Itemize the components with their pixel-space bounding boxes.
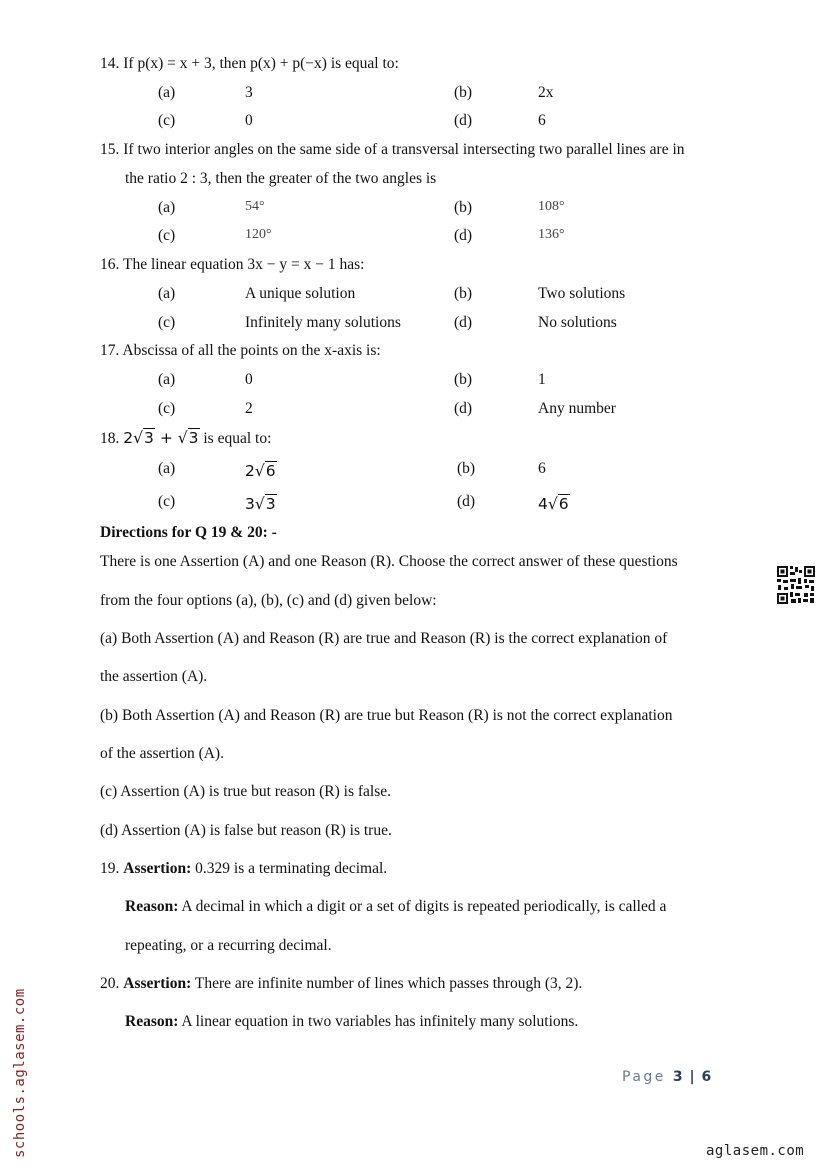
q18-option-c-value — [245, 495, 277, 513]
q15-option-c-label: (c) — [158, 227, 176, 244]
directions-option-a-1: (a) Both Assertion (A) and Reason (R) are true and Reason (R) is the correct explanation of — [100, 630, 668, 647]
q14-option-c-label: (c) — [158, 112, 176, 129]
q16-option-b-value: Two solutions — [538, 285, 626, 302]
directions-option-b-1: (b) Both Assertion (A) and Reason (R) are true but Reason (R) is not the correct explanation — [100, 707, 673, 724]
directions-option-c: (c) Assertion (A) is true but reason (R) is false. — [100, 783, 391, 800]
question-20-reason — [125, 1013, 578, 1031]
sqrt-symbol: √ — [133, 429, 144, 447]
q17-option-c-label: (c) — [158, 400, 176, 417]
q15-option-a-value: 54° — [245, 199, 265, 214]
q17-option-c-value: 2 — [245, 400, 253, 417]
q15-option-c-value: 120° — [245, 227, 272, 242]
question-17-text: 17. Abscissa of all the points on the x-axis is: — [100, 342, 381, 359]
q18-option-a-value — [245, 462, 277, 480]
sqrt-symbol: √ — [254, 495, 265, 513]
page-word: Page — [622, 1069, 666, 1085]
q18-option-c-label: (c) — [158, 493, 176, 510]
directions-heading: Directions for Q 19 & 20: - — [100, 524, 277, 541]
q18-radicand-2: 3 — [188, 429, 199, 447]
q19-reason-text: A decimal in which a digit or a set of digits is repeated periodically, is called a — [178, 898, 667, 915]
q14-option-d-label: (d) — [454, 112, 473, 129]
q19-reason-label: Reason: — [125, 898, 179, 915]
q15-option-a-label: (a) — [158, 199, 176, 216]
q15-option-b-value: 108° — [538, 199, 565, 214]
q17-option-b-value: 1 — [538, 371, 546, 388]
question-18-text — [100, 429, 271, 448]
q18-option-b-value: 6 — [538, 460, 546, 477]
q18-radicand-1: 3 — [144, 429, 154, 447]
q16-option-b-label: (b) — [454, 285, 473, 302]
sqrt-symbol: √ — [254, 462, 265, 480]
q18-a-radicand: 6 — [265, 462, 276, 480]
q19-number: 19. — [100, 860, 124, 877]
q16-option-d-label: (d) — [454, 314, 473, 331]
directions-intro-2: from the four options (a), (b), (c) and (d) given below: — [100, 592, 437, 609]
page-number — [622, 1069, 712, 1085]
directions-option-b-2: of the assertion (A). — [100, 745, 224, 762]
question-19-reason-1 — [125, 898, 666, 916]
q15-option-d-value: 136° — [538, 227, 565, 242]
q18-d-coef: 4 — [538, 495, 548, 513]
question-19-reason-2: repeating, or a recurring decimal. — [125, 937, 332, 954]
q17-option-a-label: (a) — [158, 371, 176, 388]
q17-option-b-label: (b) — [454, 371, 473, 388]
q20-assertion-text: There are infinite number of lines which passes through (3, 2). — [191, 975, 583, 992]
directions-option-a-2: the assertion (A). — [100, 668, 208, 685]
q18-c-radicand: 3 — [265, 495, 276, 513]
q14-option-b-value: 2x — [538, 84, 554, 101]
q14-option-c-value: 0 — [245, 112, 253, 129]
directions-option-d: (d) Assertion (A) is false but reason (R) is true. — [100, 822, 392, 839]
q15-option-d-label: (d) — [454, 227, 473, 244]
q18-plus: + — [154, 429, 178, 447]
sqrt-symbol: √ — [177, 429, 188, 447]
question-19-assertion — [100, 860, 387, 878]
q16-option-c-value: Infinitely many solutions — [245, 314, 401, 331]
directions-intro-1: There is one Assertion (A) and one Reason (R). Choose the correct answer of these questions — [100, 553, 678, 570]
page-count: 3 | 6 — [672, 1069, 713, 1085]
q16-option-a-label: (a) — [158, 285, 176, 302]
q20-reason-text: A linear equation in two variables has infinitely many solutions. — [178, 1013, 579, 1030]
q16-option-a-value: A unique solution — [245, 285, 356, 302]
q18-c-coef: 3 — [245, 495, 255, 513]
brand-watermark: aglasem.com — [706, 1143, 805, 1159]
q18-option-b-label: (b) — [457, 460, 476, 477]
q18-d-radicand: 6 — [558, 495, 569, 513]
q20-assertion-label: Assertion: — [123, 975, 192, 992]
q17-option-a-value: 0 — [245, 371, 253, 388]
q20-reason-label: Reason: — [125, 1013, 179, 1030]
side-watermark: schools.aglasem.com — [12, 988, 28, 1158]
q14-option-a-label: (a) — [158, 84, 176, 101]
q18-option-d-value — [538, 495, 570, 513]
question-15-line1: 15. If two interior angles on the same side of a transversal intersecting two parallel lines are in — [100, 141, 685, 158]
q14-option-b-label: (b) — [454, 84, 473, 101]
q16-option-c-label: (c) — [158, 314, 176, 331]
question-16-text: 16. The linear equation 3x − y = x − 1 has: — [100, 256, 365, 273]
q18-a-coef: 2 — [245, 462, 255, 480]
q20-number: 20. — [100, 975, 124, 992]
q14-option-a-value: 3 — [245, 84, 253, 101]
q19-assertion-text: 0.329 is a terminating decimal. — [191, 860, 388, 877]
sqrt-symbol: √ — [547, 495, 558, 513]
question-20-assertion — [100, 975, 582, 993]
q15-option-b-label: (b) — [454, 199, 473, 216]
q18-prefix: 18. — [100, 430, 124, 447]
q19-assertion-label: Assertion: — [123, 860, 192, 877]
q16-option-d-value: No solutions — [538, 314, 617, 331]
q14-option-d-value: 6 — [538, 112, 546, 129]
qr-code-icon — [776, 565, 816, 605]
q17-option-d-value: Any number — [538, 400, 616, 417]
q18-option-d-label: (d) — [457, 493, 476, 510]
question-15-line2: the ratio 2 : 3, then the greater of the two angles is — [125, 170, 437, 187]
q17-option-d-label: (d) — [454, 400, 473, 417]
question-14-text: 14. If p(x) = x + 3, then p(x) + p(−x) is equal to: — [100, 55, 399, 72]
q18-coef: 2 — [123, 429, 134, 447]
q18-suffix: is equal to: — [199, 430, 272, 447]
q18-option-a-label: (a) — [158, 460, 176, 477]
